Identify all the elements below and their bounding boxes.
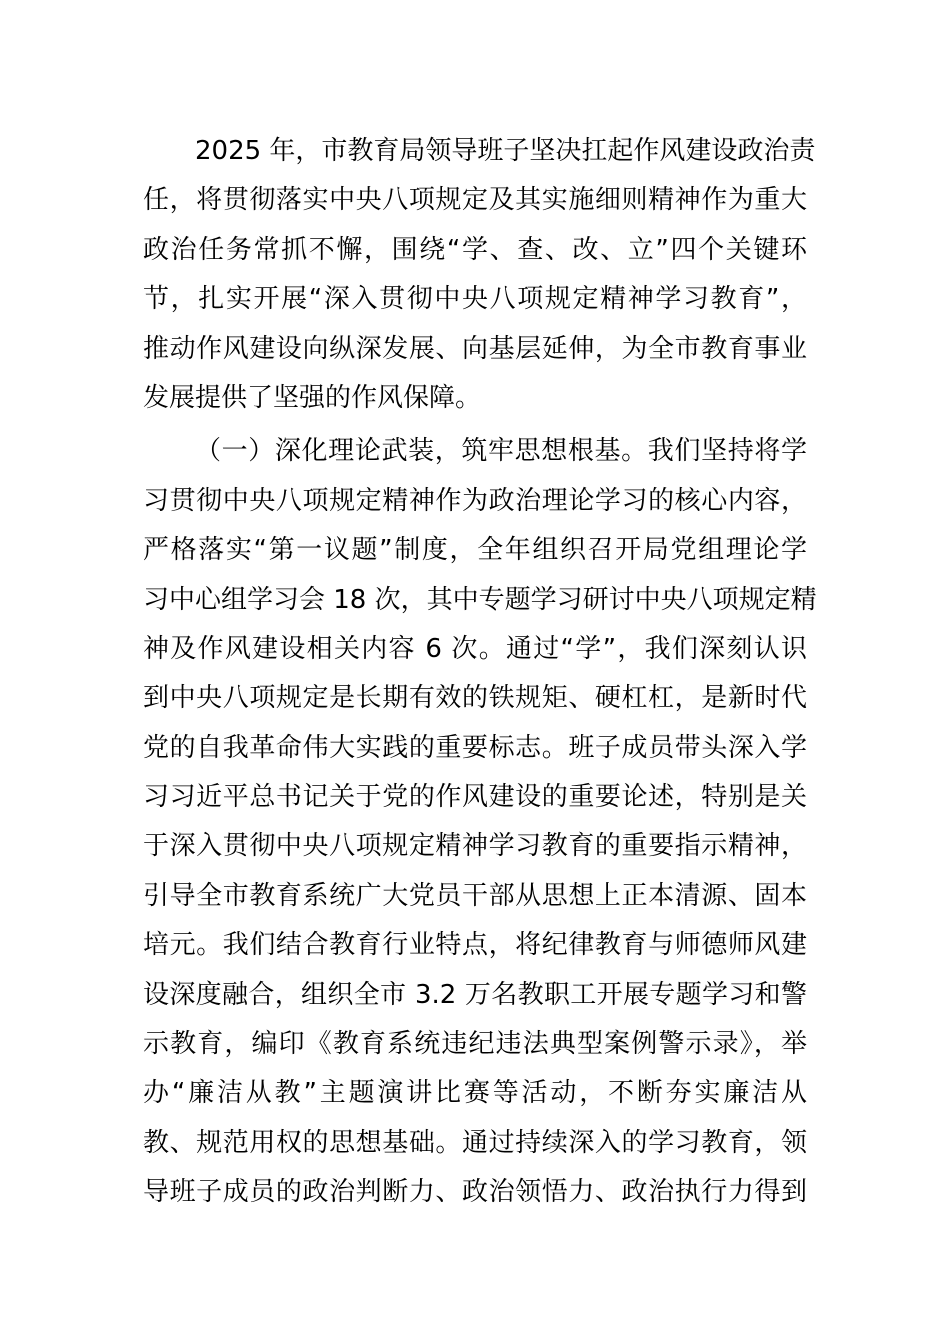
text-line: 党的自我革命伟大实践的重要标志。班子成员带头深入学 bbox=[143, 732, 807, 763]
text-line: 示教育，编印《教育系统违纪违法典型案例警示录》，举 bbox=[143, 1029, 807, 1060]
text-line: 严格落实“第一议题”制度，全年组织召开局党组理论学 bbox=[143, 535, 807, 566]
text-line: 习贯彻中央八项规定精神作为政治理论学习的核心内容， bbox=[143, 485, 807, 516]
text-line: 办“廉洁从教”主题演讲比赛等活动，不断夯实廉洁从 bbox=[143, 1078, 807, 1109]
text-line: 到中央八项规定是长期有效的铁规矩、硬杠杠，是新时代 bbox=[143, 683, 807, 714]
text-line: 习习近平总书记关于党的作风建设的重要论述，特别是关 bbox=[143, 782, 807, 813]
text-line: 神及作风建设相关内容 6 次。通过“学”，我们深刻认识 bbox=[143, 633, 807, 664]
text-line: 2025 年，市教育局领导班子坚决扛起作风建设政治责 bbox=[195, 136, 816, 166]
text-line: 推动作风建设向纵深发展、向基层延伸，为全市教育事业 bbox=[143, 333, 807, 364]
paragraph-section-1 bbox=[143, 427, 817, 1217]
text-line: 设深度融合，组织全市 3.2 万名教职工开展专题学习和警 bbox=[143, 979, 807, 1010]
text-line: 任，将贯彻落实中央八项规定及其实施细则精神作为重大 bbox=[143, 185, 807, 216]
paragraph-intro bbox=[143, 127, 816, 423]
document-body bbox=[143, 127, 817, 1218]
text-line: 习中心组学习会 18 次，其中专题学习研讨中央八项规定精 bbox=[143, 584, 817, 615]
text-line: 于深入贯彻中央八项规定精神学习教育的重要指示精神， bbox=[143, 831, 807, 862]
text-line: 政治任务常抓不懈，围绕“学、查、改、立”四个关键环 bbox=[143, 234, 807, 265]
text-line: 培元。我们结合教育行业特点，将纪律教育与师德师风建 bbox=[143, 930, 807, 961]
text-line: 导班子成员的政治判断力、政治领悟力、政治执行力得到 bbox=[143, 1177, 807, 1208]
text-line: 引导全市教育系统广大党员干部从思想上正本清源、固本 bbox=[143, 880, 807, 911]
text-line: 教、规范用权的思想基础。通过持续深入的学习教育，领 bbox=[143, 1127, 807, 1158]
section-heading-line: （一）深化理论武装，筑牢思想根基。我们坚持将学 bbox=[195, 436, 807, 467]
text-line: 节，扎实开展“深入贯彻中央八项规定精神学习教育”， bbox=[143, 284, 807, 315]
text-line: 发展提供了坚强的作风保障。 bbox=[143, 382, 482, 413]
